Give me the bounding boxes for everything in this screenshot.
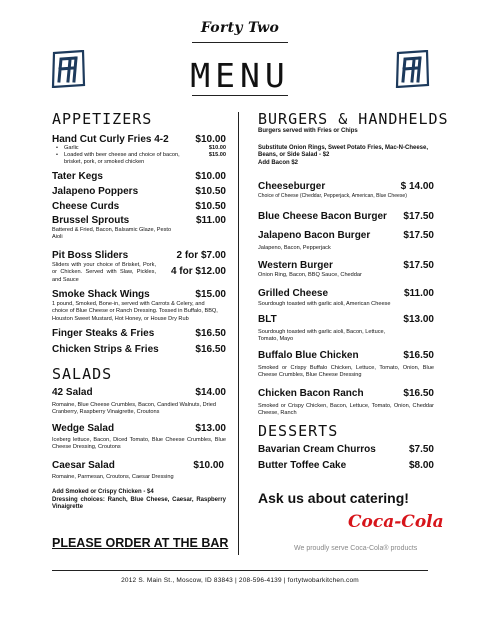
salads-title: SALADS — [52, 365, 113, 383]
bullet-price: $10.00 — [208, 145, 226, 151]
item-description: Battered & Fried, Bacon, Balsamic Glaze, Pesto Aioli — [52, 227, 172, 241]
item-name: Wedge Salad — [52, 422, 115, 434]
item-name: Chicken Bacon Ranch — [258, 387, 364, 399]
menu-item — [52, 289, 226, 323]
menu-item — [52, 215, 226, 242]
item-name: Pit Boss Sliders — [52, 249, 129, 261]
header-rule-top — [192, 42, 288, 43]
item-description: Sliders with your choice of Brisket, Pork, or Chicken. Served with Slaw, Pickles, and Sauce — [52, 261, 156, 283]
item-price: $10.00 — [195, 134, 226, 145]
item-price: $16.50 — [403, 387, 434, 399]
item-price: $17.50 — [403, 229, 434, 241]
item-name: Bavarian Cream Churros — [258, 444, 376, 455]
desserts-title: DESSERTS — [258, 422, 339, 440]
item-name: Caesar Salad — [52, 459, 115, 471]
menu-item — [258, 444, 434, 455]
item-name: Hand Cut Curly Fries 4-2 — [52, 134, 169, 145]
fa-logo-icon-left — [50, 50, 86, 88]
menu-item — [52, 201, 226, 212]
item-price: $11.00 — [403, 287, 434, 299]
appetizers-title: APPETIZERS — [52, 110, 153, 128]
item-name: Butter Toffee Cake — [258, 460, 347, 471]
item-price-alt: 4 for $12.00 — [170, 265, 226, 277]
item-description: Jalapeno, Bacon, Pepperjack — [258, 244, 331, 251]
substitute-note: Substitute Onion Rings, Sweet Potato Fries, Mac-N-Cheese, Beans, or Side Salad - $2 — [258, 144, 429, 159]
item-price: 2 for $7.00 — [176, 249, 226, 261]
item-description: Onion Ring, Bacon, BBQ Sauce, Cheddar — [258, 272, 362, 279]
item-price: $ 14.00 — [400, 181, 434, 193]
menu-item — [52, 134, 226, 166]
item-price: $13.00 — [195, 422, 226, 434]
item-price: $8.00 — [408, 460, 434, 471]
item-price: $10.00 — [195, 171, 226, 182]
item-description: Romaine, Blue Cheese Crumbles, Bacon, Candied Walnuts, Dried Cranberry, Raspberry Vinaigrette, Croutons — [52, 402, 216, 416]
item-name: Jalapeno Poppers — [52, 186, 139, 197]
menu-item — [52, 171, 226, 182]
item-name: Tater Kegs — [52, 171, 103, 182]
menu-item — [52, 250, 226, 284]
item-name: Finger Steaks & Fries — [52, 328, 155, 340]
menu-item — [258, 460, 434, 471]
item-name: Western Burger — [258, 260, 333, 272]
bullet-text: • Loaded with beer cheese and choice of bacon, brisket, pork, or smoked chicken — [52, 152, 184, 166]
menu-item — [258, 288, 434, 308]
item-name: BLT — [258, 314, 277, 325]
item-description: Smoked or Crispy Buffalo Chicken, Lettuce, Tomato, Onion, Blue Cheese Crumbles, Blue Cheese Dressing — [258, 364, 434, 379]
item-price: $11.00 — [195, 215, 226, 226]
menu-item — [52, 460, 226, 481]
item-description: Iceberg lettuce, Bacon, Diced Tomato, Blue Cheese Crumbles, Blue Cheese Dressing, Croutons — [52, 436, 226, 451]
menu-item — [258, 181, 434, 200]
item-price: $13.00 — [403, 314, 434, 325]
add-bacon-note: Add Bacon $2 — [258, 159, 299, 166]
item-description: Choice of Cheese (Cheddar, Pepperjack, American, Blue Cheese) — [258, 193, 407, 200]
item-name: Smoke Shack Wings — [52, 289, 150, 301]
bullet-text: • Garlic — [52, 145, 184, 152]
menu-item — [52, 344, 226, 355]
item-name: Brussel Sprouts — [52, 215, 130, 226]
burgers-list — [258, 128, 434, 417]
item-price: $17.50 — [403, 260, 434, 272]
burgers-subtitle: Burgers served with Fries or Chips — [258, 128, 358, 134]
item-description: Romaine, Parmesan, Croutons, Caesar Dressing — [52, 473, 174, 480]
menu-item — [52, 328, 226, 339]
catering-note: Ask us about catering! — [258, 490, 409, 506]
menu-item — [258, 388, 434, 418]
item-name: Blue Cheese Bacon Burger — [258, 210, 387, 222]
item-description: 1 pound, Smoked, Bone-in, served with Carrots & Celery, and choice of Blue Cheese or Ranch Dressing. Tossed in Buffalo, BBQ, Houston Sweet Mustard, Hot Honey, or House Dry Rub — [52, 301, 218, 322]
brand-name: Forty Two — [200, 20, 280, 36]
fa-logo-icon-right — [394, 50, 430, 88]
coca-cola-logo: Coca-Cola — [348, 512, 444, 532]
column-divider — [238, 112, 239, 555]
salad-addon: Add Smoked or Crispy Chicken - $4 — [52, 489, 154, 496]
coca-cola-tagline: We proudly serve Coca-Cola® products — [294, 545, 418, 552]
item-price: $7.50 — [408, 444, 434, 455]
item-price: $16.50 — [195, 328, 226, 340]
footer-contact: 2012 S. Main St., Moscow, ID 83843 | 208-596-4139 | fortytwobarkitchen.com — [121, 577, 359, 584]
menu-item — [258, 230, 434, 252]
item-price: $14.00 — [195, 387, 226, 398]
item-price: $10.50 — [195, 201, 226, 212]
item-price: $15.00 — [195, 289, 226, 301]
item-name: 42 Salad — [52, 387, 93, 398]
dressing-choices: Dressing choices: Ranch, Blue Cheese, Caesar, Raspberry Vinaigrette — [52, 496, 226, 511]
menu-item — [52, 387, 226, 417]
menu-item — [52, 186, 226, 197]
appetizers-list — [52, 134, 226, 355]
menu-item — [258, 260, 434, 279]
menu-item — [258, 211, 434, 222]
item-name: Cheeseburger — [258, 181, 326, 193]
item-description: Smoked or Crispy Chicken, Bacon, Lettuce, Tomato, Onion, Cheddar Cheese, Ranch — [258, 402, 434, 417]
item-price: $16.50 — [195, 344, 226, 356]
item-name: Chicken Strips & Fries — [52, 344, 159, 356]
item-price: $10.00 — [193, 459, 224, 471]
menu-title: MENU — [190, 56, 290, 95]
item-description: Sourdough toasted with garlic aioli, American Cheese — [258, 300, 391, 307]
menu-item — [258, 350, 434, 380]
item-price: $16.50 — [403, 349, 434, 361]
menu-item — [52, 423, 226, 452]
menu-item — [258, 314, 434, 344]
item-name: Jalapeno Bacon Burger — [258, 229, 371, 241]
desserts-list — [258, 444, 434, 471]
item-description: Sourdough toasted with garlic aioli, Bacon, Lettuce, Tomato, Mayo — [258, 329, 386, 343]
header-rule-bottom — [192, 95, 288, 96]
item-name: Cheese Curds — [52, 201, 120, 212]
item-price: $17.50 — [403, 210, 434, 222]
item-price: $10.50 — [195, 186, 226, 197]
burgers-title: BURGERS & HANDHELDS — [258, 110, 449, 128]
item-name: Grilled Cheese — [258, 287, 329, 299]
footer-rule — [52, 570, 428, 571]
order-at-bar-note: PLEASE ORDER AT THE BAR — [52, 536, 229, 550]
item-name: Buffalo Blue Chicken — [258, 349, 359, 361]
salads-list — [52, 387, 226, 512]
bullet-price: $15.00 — [208, 152, 226, 158]
